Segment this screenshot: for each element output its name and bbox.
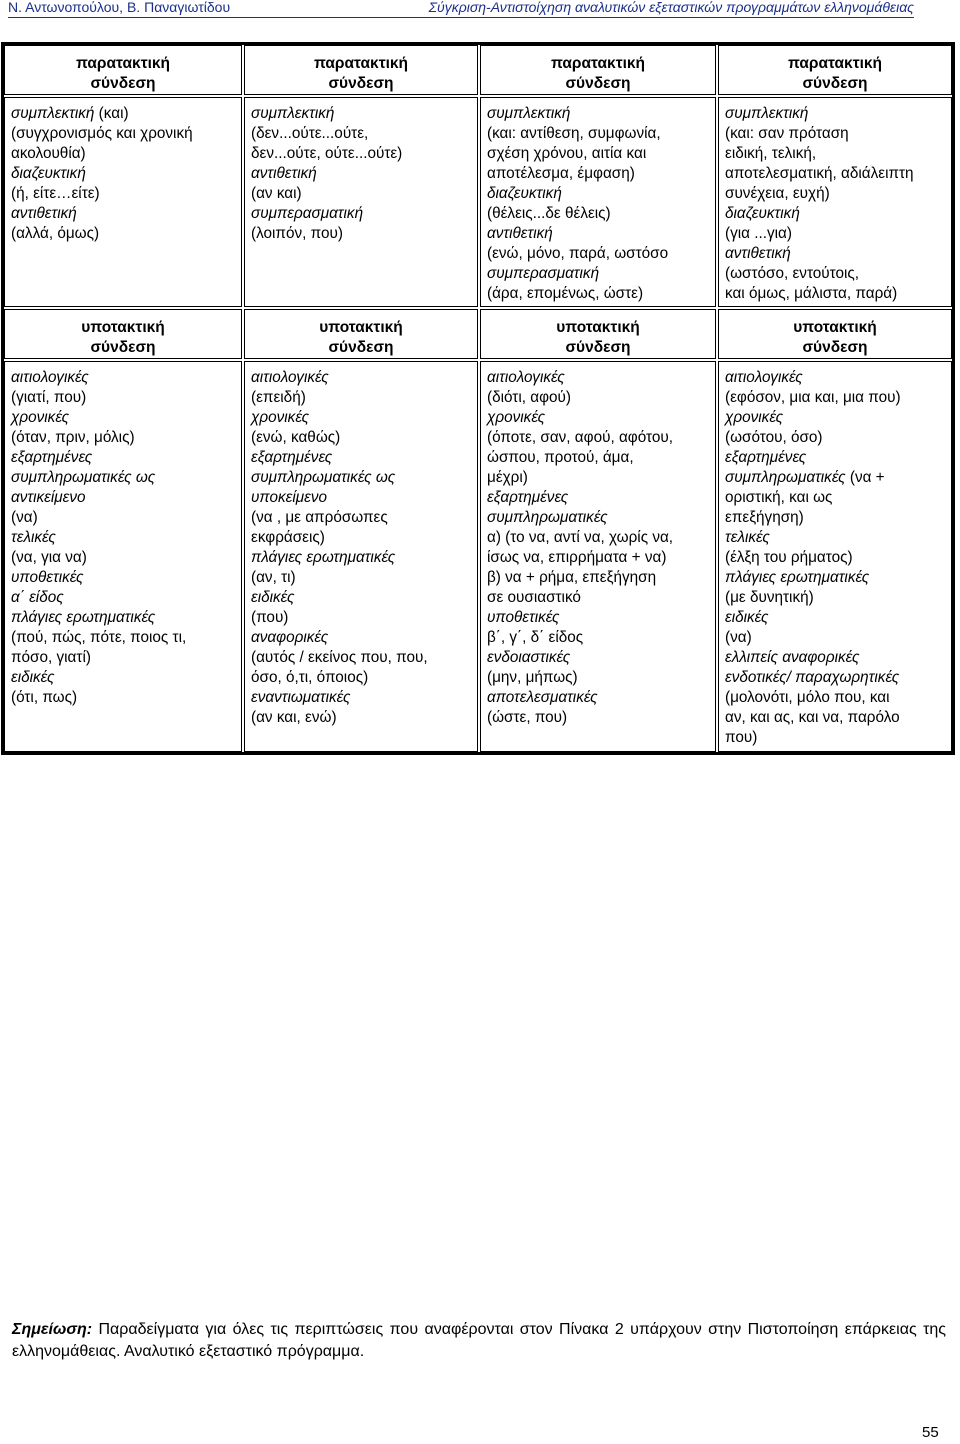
category-label: ειδικές <box>251 589 295 606</box>
cell-line <box>11 548 237 568</box>
cell-line <box>11 104 237 124</box>
cell-line <box>487 608 711 628</box>
example-text: ώσπου, προτού, άμα, <box>487 449 634 466</box>
cell-line <box>725 468 947 488</box>
note-paragraph <box>12 1319 946 1363</box>
cell-line <box>725 244 947 264</box>
cell-line <box>251 368 473 388</box>
cell-line <box>251 648 473 668</box>
example-text: β) να + ρήμα, επεξήγηση <box>487 569 657 586</box>
header-line: σύνδεση <box>90 75 156 92</box>
category-label: χρονικές <box>487 409 546 426</box>
example-text: αν, και ας, και να, παρόλο <box>725 709 900 726</box>
category-label: υποθετικές <box>487 609 560 626</box>
cell-line <box>251 144 473 164</box>
cell-line <box>487 488 711 508</box>
category-label: υποκείμενο <box>251 489 327 506</box>
paratactic-header-cell <box>244 45 478 95</box>
cell-line <box>251 204 473 224</box>
category-label: εξαρτημένες <box>487 489 569 506</box>
cell-line <box>725 428 947 448</box>
category-label: συμπερασματική <box>487 265 600 282</box>
category-label: εξαρτημένες <box>251 449 333 466</box>
cell-line <box>251 568 473 588</box>
category-label: συμπληρωματικές ως <box>251 469 396 486</box>
category-label: αποτελεσματικές <box>487 689 598 706</box>
category-label: διαζευκτική <box>11 165 86 182</box>
cell-line <box>725 588 947 608</box>
category-label: συμπλεκτική <box>487 105 571 122</box>
cell-line <box>251 448 473 468</box>
subordinate-cell-1 <box>4 361 242 752</box>
cell-line <box>725 448 947 468</box>
example-text: (συγχρονισμός και χρονική <box>11 125 193 142</box>
cell-line <box>487 368 711 388</box>
cell-line <box>251 668 473 688</box>
category-label: εξαρτημένες <box>11 449 93 466</box>
running-header-authors: Ν. Αντωνοπούλου, Β. Παναγιωτίδου <box>8 0 231 15</box>
example-text: (ωστόσο, εντούτοις, <box>725 265 859 282</box>
category-label: συμπληρωματικές <box>725 469 846 486</box>
cell-line <box>725 728 947 748</box>
header-line: παρατακτική <box>313 55 409 72</box>
category-label: εξαρτημένες <box>725 449 807 466</box>
example-text: συνέχεια, ευχή) <box>725 185 830 202</box>
category-label: συμπερασματική <box>251 205 364 222</box>
cell-line <box>11 528 237 548</box>
paratactic-cell-1 <box>4 97 242 307</box>
cell-line <box>487 204 711 224</box>
example-text: (διότι, αφού) <box>487 389 571 406</box>
category-label: αιτιολογικές <box>11 369 89 386</box>
example-text: β΄, γ΄, δ΄ είδος <box>487 629 584 646</box>
category-label: συμπλεκτική <box>11 105 95 122</box>
example-text: (μολονότι, μόλο που, και <box>725 689 890 706</box>
example-text: (ωσότου, όσο) <box>725 429 823 446</box>
example-text: (για ...για) <box>725 225 792 242</box>
example-text: (λοιπόν, που) <box>251 225 343 242</box>
cell-line <box>487 648 711 668</box>
cell-line <box>725 224 947 244</box>
subordinate-cell-4 <box>718 361 952 752</box>
cell-line <box>11 608 237 628</box>
example-text: και όμως, μάλιστα, παρά) <box>725 285 898 302</box>
cell-line <box>725 164 947 184</box>
cell-line <box>251 608 473 628</box>
example-text: αποτέλεσμα, έμφαση) <box>487 165 635 182</box>
example-text: (που) <box>251 609 289 626</box>
cell-line <box>725 184 947 204</box>
category-label: αντιθετική <box>11 205 77 222</box>
cell-line <box>487 264 711 284</box>
cell-line <box>725 104 947 124</box>
example-text: (και: αντίθεση, συμφωνία, <box>487 125 661 142</box>
header-line: υποτακτική <box>319 319 403 336</box>
example-text: (αλλά, όμως) <box>11 225 100 242</box>
cell-line <box>487 124 711 144</box>
category-label: ειδικές <box>11 669 55 686</box>
category-label: πλάγιες ερωτηματικές <box>251 549 396 566</box>
cell-line <box>251 164 473 184</box>
cell-line <box>11 648 237 668</box>
cell-line <box>11 204 237 224</box>
cell-line <box>11 408 237 428</box>
cell-line <box>725 708 947 728</box>
cell-line <box>487 548 711 568</box>
example-text: (αν, τι) <box>251 569 296 586</box>
cell-line <box>725 124 947 144</box>
example-text: επεξήγηση) <box>725 509 804 526</box>
category-label: τελικές <box>725 529 770 546</box>
cell-line <box>11 628 237 648</box>
header-line: σύνδεση <box>565 339 631 356</box>
example-text: που) <box>725 729 758 746</box>
subordinate-header-cell <box>718 309 952 359</box>
example-text: (όποτε, σαν, αφού, αφότου, <box>487 429 673 446</box>
cell-line <box>251 588 473 608</box>
category-label: χρονικές <box>11 409 70 426</box>
example-text: (και) <box>94 105 129 122</box>
running-header-title: Σύγκριση-Αντιστοίχηση αναλυτικών εξεταστικών προγραμμάτων ελληνομάθειας <box>428 0 914 15</box>
category-label: συμπληρωματικές ως <box>11 469 156 486</box>
category-label: συμπλεκτική <box>251 105 335 122</box>
paratactic-cell-3 <box>480 97 716 307</box>
running-header <box>8 0 914 18</box>
cell-line <box>487 708 711 728</box>
example-text: (ενώ, καθώς) <box>251 429 341 446</box>
header-line: υποτακτική <box>793 319 877 336</box>
subordinate-header-cell <box>480 309 716 359</box>
cell-line <box>251 428 473 448</box>
cell-line <box>487 184 711 204</box>
cell-line <box>725 608 947 628</box>
category-label: τελικές <box>11 529 56 546</box>
page-number: 55 <box>922 1424 939 1441</box>
header-line: σύνδεση <box>328 75 394 92</box>
cell-line <box>725 284 947 304</box>
category-label: αντιθετική <box>251 165 317 182</box>
cell-line <box>725 144 947 164</box>
header-line: υποτακτική <box>81 319 165 336</box>
category-label: ελλιπείς αναφορικές <box>725 649 860 666</box>
example-text: ακολουθία) <box>11 145 86 162</box>
cell-line <box>251 528 473 548</box>
cell-line <box>487 448 711 468</box>
header-line: σύνδεση <box>565 75 631 92</box>
cell-line <box>725 204 947 224</box>
header-line: σύνδεση <box>328 339 394 356</box>
example-text: α) (το να, αντί να, χωρίς να, <box>487 529 674 546</box>
cell-line <box>725 488 947 508</box>
example-text: (να + <box>845 469 885 486</box>
cell-line <box>487 224 711 244</box>
note-label: Σημείωση: <box>12 1321 93 1338</box>
cell-line <box>251 104 473 124</box>
example-text: (να , με απρόσωπες <box>251 509 388 526</box>
subordinate-cell-3 <box>480 361 716 752</box>
category-label: χρονικές <box>251 409 310 426</box>
header-line: υποτακτική <box>556 319 640 336</box>
cell-line <box>11 468 237 488</box>
cell-line <box>725 688 947 708</box>
example-text: (επειδή) <box>251 389 306 406</box>
example-text: δεν...ούτε, ούτε...ούτε) <box>251 145 403 162</box>
category-label: ενδοτικές/ παραχωρητικές <box>725 669 900 686</box>
cell-line <box>251 124 473 144</box>
paratactic-cell-4 <box>718 97 952 307</box>
category-label: αιτιολογικές <box>725 369 803 386</box>
cell-line <box>725 368 947 388</box>
cell-line <box>725 548 947 568</box>
cell-line <box>725 528 947 548</box>
cell-line <box>251 708 473 728</box>
category-label: χρονικές <box>725 409 784 426</box>
cell-line <box>11 144 237 164</box>
comparison-table <box>1 42 955 755</box>
cell-line <box>487 468 711 488</box>
cell-line <box>487 528 711 548</box>
example-text: (έλξη του ρήματος) <box>725 549 853 566</box>
category-label: πλάγιες ερωτηματικές <box>725 569 870 586</box>
header-line: παρατακτική <box>75 55 171 72</box>
paratactic-header-cell <box>4 45 242 95</box>
example-text: ειδική, τελική, <box>725 145 817 162</box>
example-text: (γιατί, που) <box>11 389 87 406</box>
example-text: (πού, πώς, πότε, ποιος τι, <box>11 629 187 646</box>
cell-line <box>11 164 237 184</box>
cell-line <box>725 628 947 648</box>
header-line: παρατακτική <box>787 55 883 72</box>
cell-line <box>487 508 711 528</box>
cell-line <box>11 668 237 688</box>
cell-line <box>11 388 237 408</box>
cell-line <box>11 428 237 448</box>
example-text: (να) <box>11 509 38 526</box>
category-label: αντιθετική <box>725 245 791 262</box>
cell-line <box>487 388 711 408</box>
example-text: (και: σαν πρόταση <box>725 125 849 142</box>
cell-line <box>487 408 711 428</box>
cell-line <box>487 668 711 688</box>
example-text: (με δυνητική) <box>725 589 814 606</box>
example-text: όσο, ό,τι, όποιος) <box>251 669 369 686</box>
header-line: σύνδεση <box>90 339 156 356</box>
example-text: εκφράσεις) <box>251 529 325 546</box>
category-label: εναντιωματικές <box>251 689 351 706</box>
cell-line <box>251 628 473 648</box>
category-label: αντικείμενο <box>11 489 86 506</box>
cell-line <box>251 468 473 488</box>
cell-line <box>251 408 473 428</box>
cell-line <box>725 668 947 688</box>
category-label: διαζευκτική <box>725 205 800 222</box>
cell-line <box>487 284 711 304</box>
example-text: (αν και, ενώ) <box>251 709 337 726</box>
cell-line <box>251 508 473 528</box>
cell-line <box>251 688 473 708</box>
example-text: (μην, μήπως) <box>487 669 578 686</box>
cell-line <box>487 428 711 448</box>
example-text: (αυτός / εκείνος που, που, <box>251 649 428 666</box>
cell-line <box>11 508 237 528</box>
example-text: σχέση χρόνου, αιτία και <box>487 145 647 162</box>
example-text: (θέλεις...δε θέλεις) <box>487 205 611 222</box>
cell-line <box>11 448 237 468</box>
cell-line <box>725 408 947 428</box>
cell-line <box>725 648 947 668</box>
category-label: ενδοιαστικές <box>487 649 571 666</box>
category-label: αντιθετική <box>487 225 553 242</box>
category-label: συμπλεκτική <box>725 105 809 122</box>
cell-line <box>487 164 711 184</box>
example-text: (άρα, επομένως, ώστε) <box>487 285 644 302</box>
cell-line <box>251 488 473 508</box>
example-text: πόσο, γιατί) <box>11 649 91 666</box>
cell-line <box>251 388 473 408</box>
category-label: αιτιολογικές <box>251 369 329 386</box>
cell-line <box>487 244 711 264</box>
example-text: ίσως να, επιρρήματα + να) <box>487 549 667 566</box>
cell-line <box>725 264 947 284</box>
example-text: (ώστε, που) <box>487 709 568 726</box>
cell-line <box>251 224 473 244</box>
cell-line <box>725 568 947 588</box>
paratactic-header-cell <box>480 45 716 95</box>
example-text: (να) <box>725 629 752 646</box>
category-label: αιτιολογικές <box>487 369 565 386</box>
category-label: υποθετικές <box>11 569 84 586</box>
cell-line <box>487 568 711 588</box>
cell-line <box>11 224 237 244</box>
example-text: (ότι, πως) <box>11 689 78 706</box>
example-text: μέχρι) <box>487 469 528 486</box>
cell-line <box>11 688 237 708</box>
subordinate-header-cell <box>4 309 242 359</box>
note-text: Παραδείγματα για όλες τις περιπτώσεις που αναφέρονται στον Πίνακα 2 υπάρχουν στην Πιστοποίηση επάρκειας της ελληνομάθειας. Αναλυτικό εξεταστικό πρόγραμμα. <box>12 1321 946 1360</box>
header-line: σύνδεση <box>802 75 868 92</box>
subordinate-header-cell <box>244 309 478 359</box>
example-text: (δεν...ούτε...ούτε, <box>251 125 369 142</box>
cell-line <box>487 688 711 708</box>
example-text: (εφόσον, μια και, μια που) <box>725 389 901 406</box>
category-label: διαζευκτική <box>487 185 562 202</box>
header-line: παρατακτική <box>550 55 646 72</box>
subordinate-cell-2 <box>244 361 478 752</box>
example-text: σε ουσιαστικό <box>487 589 581 606</box>
category-label: πλάγιες ερωτηματικές <box>11 609 156 626</box>
cell-line <box>725 388 947 408</box>
cell-line <box>11 588 237 608</box>
cell-line <box>487 144 711 164</box>
cell-line <box>487 588 711 608</box>
cell-line <box>11 568 237 588</box>
example-text: (να, για να) <box>11 549 87 566</box>
category-label: συμπληρωματικές <box>487 509 608 526</box>
category-label: α΄ είδος <box>11 589 64 606</box>
cell-line <box>11 124 237 144</box>
example-text: (όταν, πριν, μόλις) <box>11 429 135 446</box>
cell-line <box>725 508 947 528</box>
example-text: (αν και) <box>251 185 302 202</box>
example-text: (ή, είτε…είτε) <box>11 185 100 202</box>
cell-line <box>487 104 711 124</box>
example-text: (ενώ, μόνο, παρά, ωστόσο <box>487 245 669 262</box>
cell-line <box>11 184 237 204</box>
category-label: ειδικές <box>725 609 769 626</box>
cell-line <box>487 628 711 648</box>
example-text: οριστική, και ως <box>725 489 833 506</box>
cell-line <box>251 184 473 204</box>
paratactic-header-cell <box>718 45 952 95</box>
example-text: αποτελεσματική, αδιάλειπτη <box>725 165 914 182</box>
cell-line <box>251 548 473 568</box>
paratactic-cell-2 <box>244 97 478 307</box>
header-line: σύνδεση <box>802 339 868 356</box>
cell-line <box>11 368 237 388</box>
category-label: αναφορικές <box>251 629 329 646</box>
cell-line <box>11 488 237 508</box>
